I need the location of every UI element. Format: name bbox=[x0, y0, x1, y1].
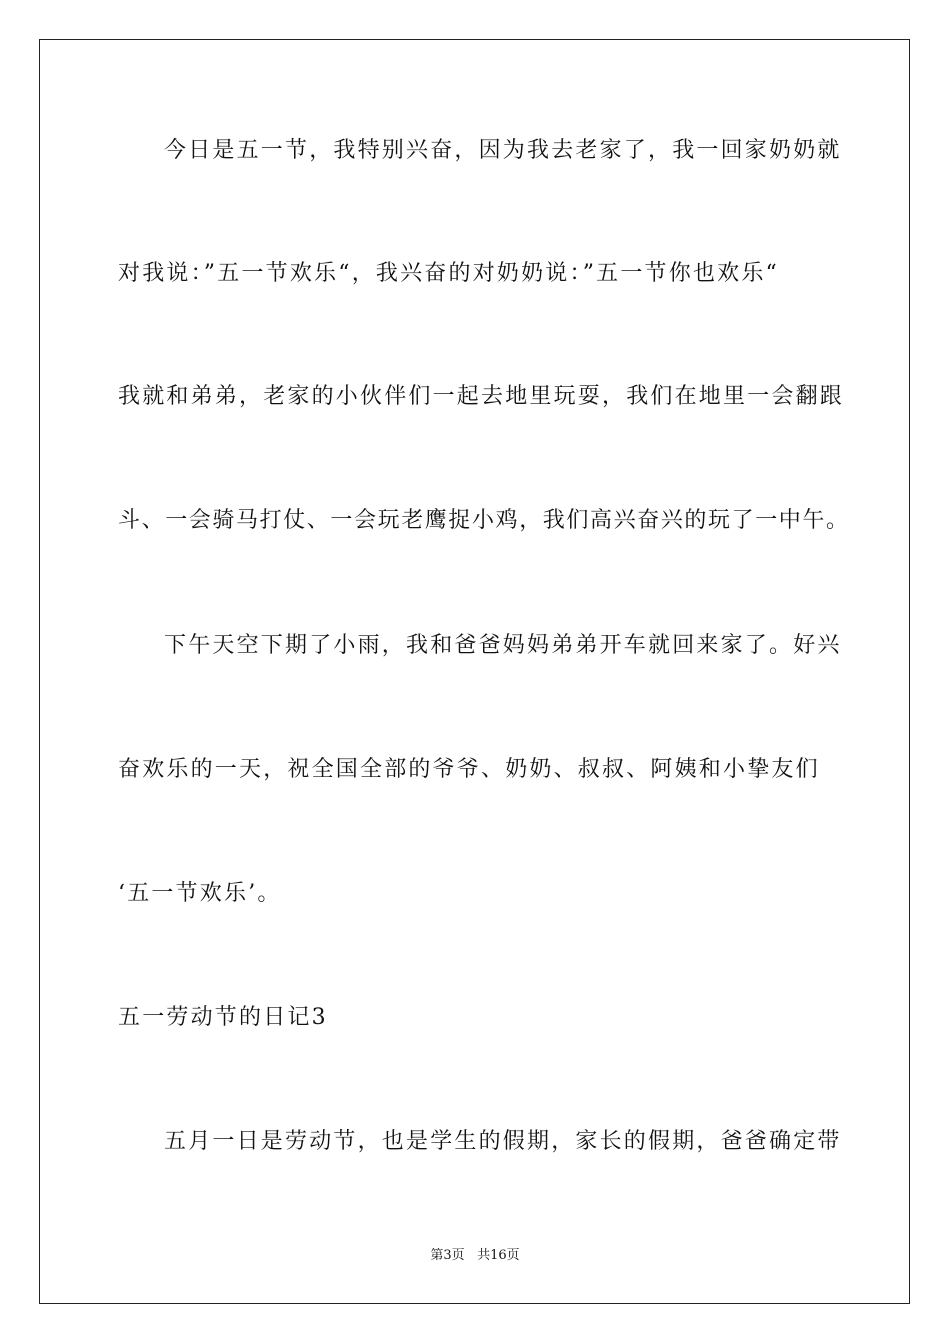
page-number: 第3页 bbox=[430, 1248, 465, 1263]
page-border bbox=[39, 39, 910, 1304]
page-total: 共16页 bbox=[477, 1248, 520, 1263]
text-line-7: ‘五一节欢乐’。 bbox=[118, 881, 282, 906]
page-footer bbox=[0, 1247, 950, 1265]
text-line-2: 对我说：”五一节欢乐“，我兴奋的对奶奶说：”五一节你也欢乐“ bbox=[118, 261, 779, 286]
text-line-9: 五月一日是劳动节，也是学生的假期，家长的假期，爸爸确定带 bbox=[164, 1129, 842, 1154]
text-line-6: 奋欢乐的一天，祝全国全部的爷爷、奶奶、叔叔、阿姨和小挚友们 bbox=[118, 757, 820, 782]
text-line-4: 斗、一会骑马打仗、一会玩老鹰捉小鸡，我们高兴奋兴的玩了一中午。 bbox=[118, 508, 850, 533]
text-line-1: 今日是五一节，我特别兴奋，因为我去老家了，我一回家奶奶就 bbox=[164, 138, 842, 163]
text-line-3: 我就和弟弟，老家的小伙伴们一起去地里玩耍，我们在地里一会翻跟 bbox=[118, 384, 845, 409]
text-line-5: 下午天空下期了小雨，我和爸爸妈妈弟弟开车就回来家了。好兴 bbox=[164, 633, 842, 658]
section-heading: 五一劳动节的日记3 bbox=[118, 1005, 328, 1030]
